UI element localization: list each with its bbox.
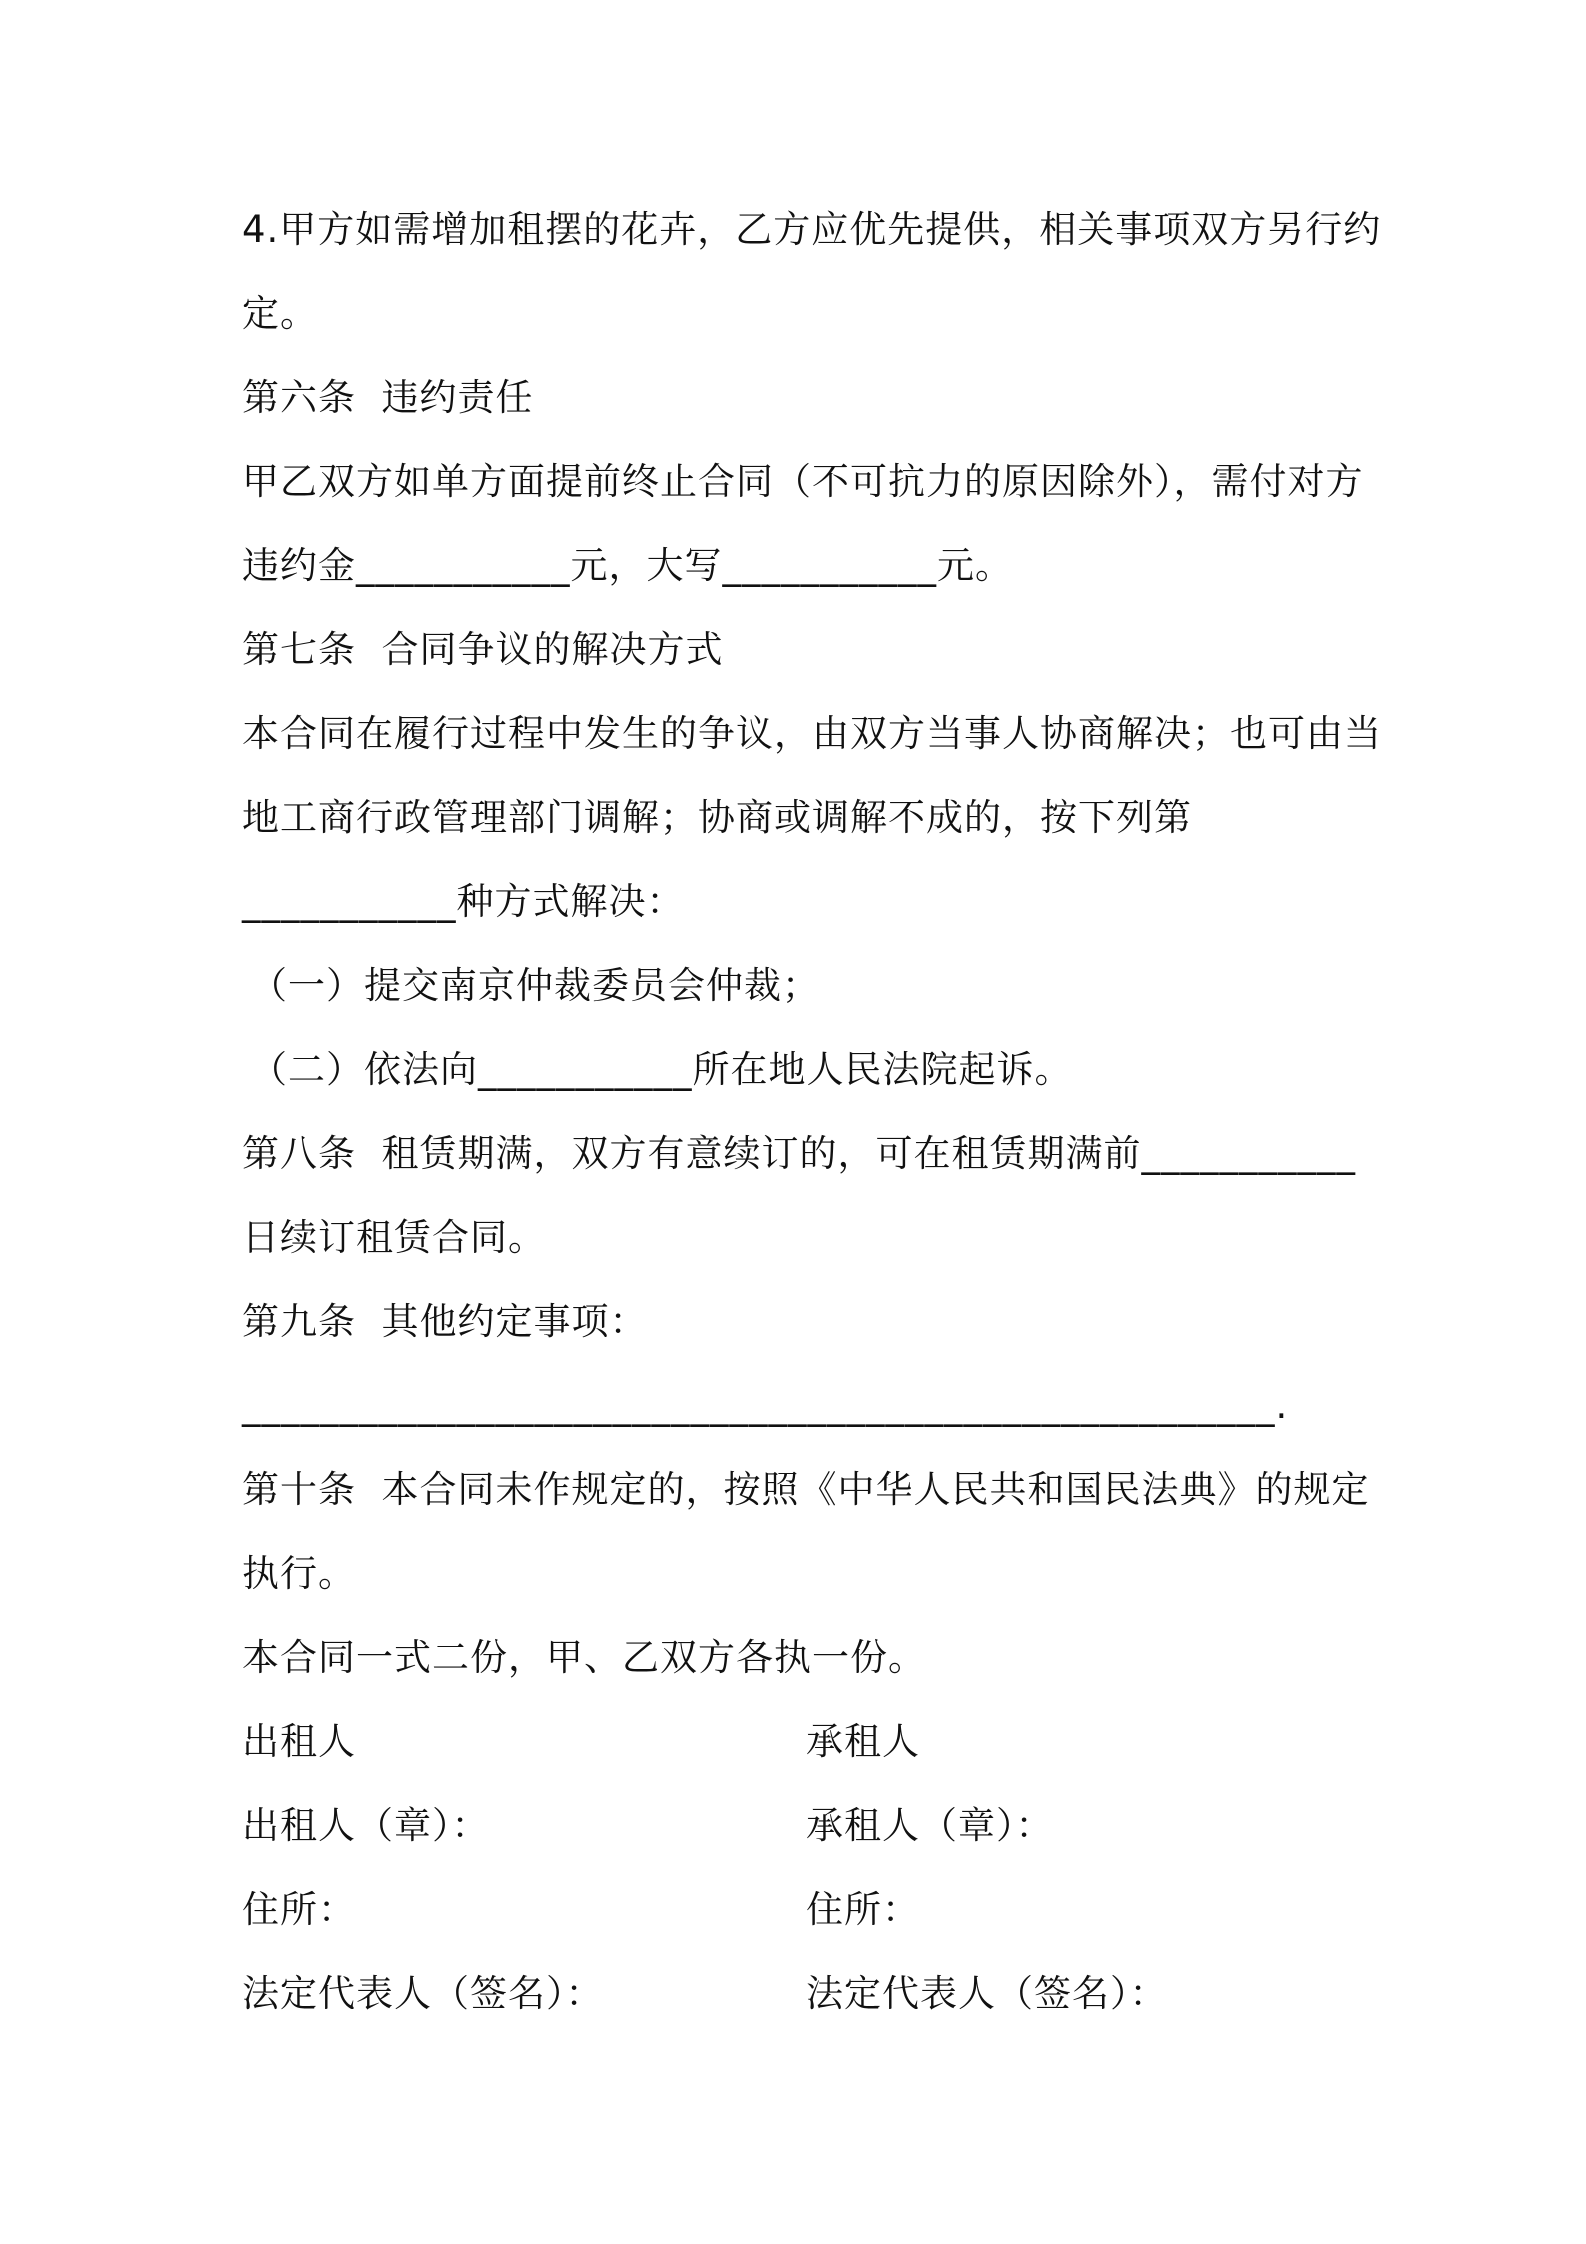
lessee-seal-field: 承租人（章）： — [806, 1804, 1054, 1847]
clause-5-item-4-line-2: 定。 — [242, 292, 318, 335]
clause-6-heading: 第六条 违约责任 — [242, 376, 534, 419]
clause-8-line-1: 第八条 租赁期满，双方有意续订的，可在租赁期满前___________ — [242, 1132, 1357, 1175]
clause-6-text-line-1: 甲乙双方如单方面提前终止合同（不可抗力的原因除外），需付对方 — [242, 460, 1364, 503]
copies-statement: 本合同一式二份，甲、乙双方各执一份。 — [242, 1636, 926, 1679]
lessor-address-field: 住所： — [242, 1888, 356, 1931]
clause-9-heading: 第九条 其他约定事项： — [242, 1300, 648, 1343]
clause-9-blank-line: _____________________________________________________. — [242, 1384, 1289, 1427]
clause-7-heading: 第七条 合同争议的解决方式 — [242, 628, 724, 671]
clause-5-item-4-line-1: 4.甲方如需增加租摆的花卉，乙方应优先提供，相关事项双方另行约 — [242, 208, 1382, 251]
clause-7-text-line-2: 地工商行政管理部门调解；协商或调解不成的，按下列第 — [242, 796, 1192, 839]
clause-10-line-1: 第十条 本合同未作规定的，按照《中华人民共和国民法典》的规定 — [242, 1468, 1370, 1511]
lessor-label: 出租人 — [242, 1720, 356, 1763]
clause-7-text-line-1: 本合同在履行过程中发生的争议，由双方当事人协商解决；也可由当 — [242, 712, 1382, 755]
lessee-representative-field: 法定代表人（签名）： — [806, 1972, 1168, 2015]
clause-7-option-1: （一）提交南京仲裁委员会仲裁； — [250, 964, 820, 1007]
clause-6-text-line-2: 违约金___________元，大写___________元。 — [242, 544, 1013, 587]
clause-7-option-2: （二）依法向___________所在地人民法院起诉。 — [250, 1048, 1073, 1091]
clause-8-line-2: 日续订租赁合同。 — [242, 1216, 546, 1259]
lessee-label: 承租人 — [806, 1720, 920, 1763]
clause-10-line-2: 执行。 — [242, 1552, 356, 1595]
clause-7-text-line-3: ___________种方式解决： — [242, 880, 685, 923]
lessor-representative-field: 法定代表人（签名）： — [242, 1972, 604, 2015]
lessor-seal-field: 出租人（章）： — [242, 1804, 490, 1847]
lessee-address-field: 住所： — [806, 1888, 920, 1931]
